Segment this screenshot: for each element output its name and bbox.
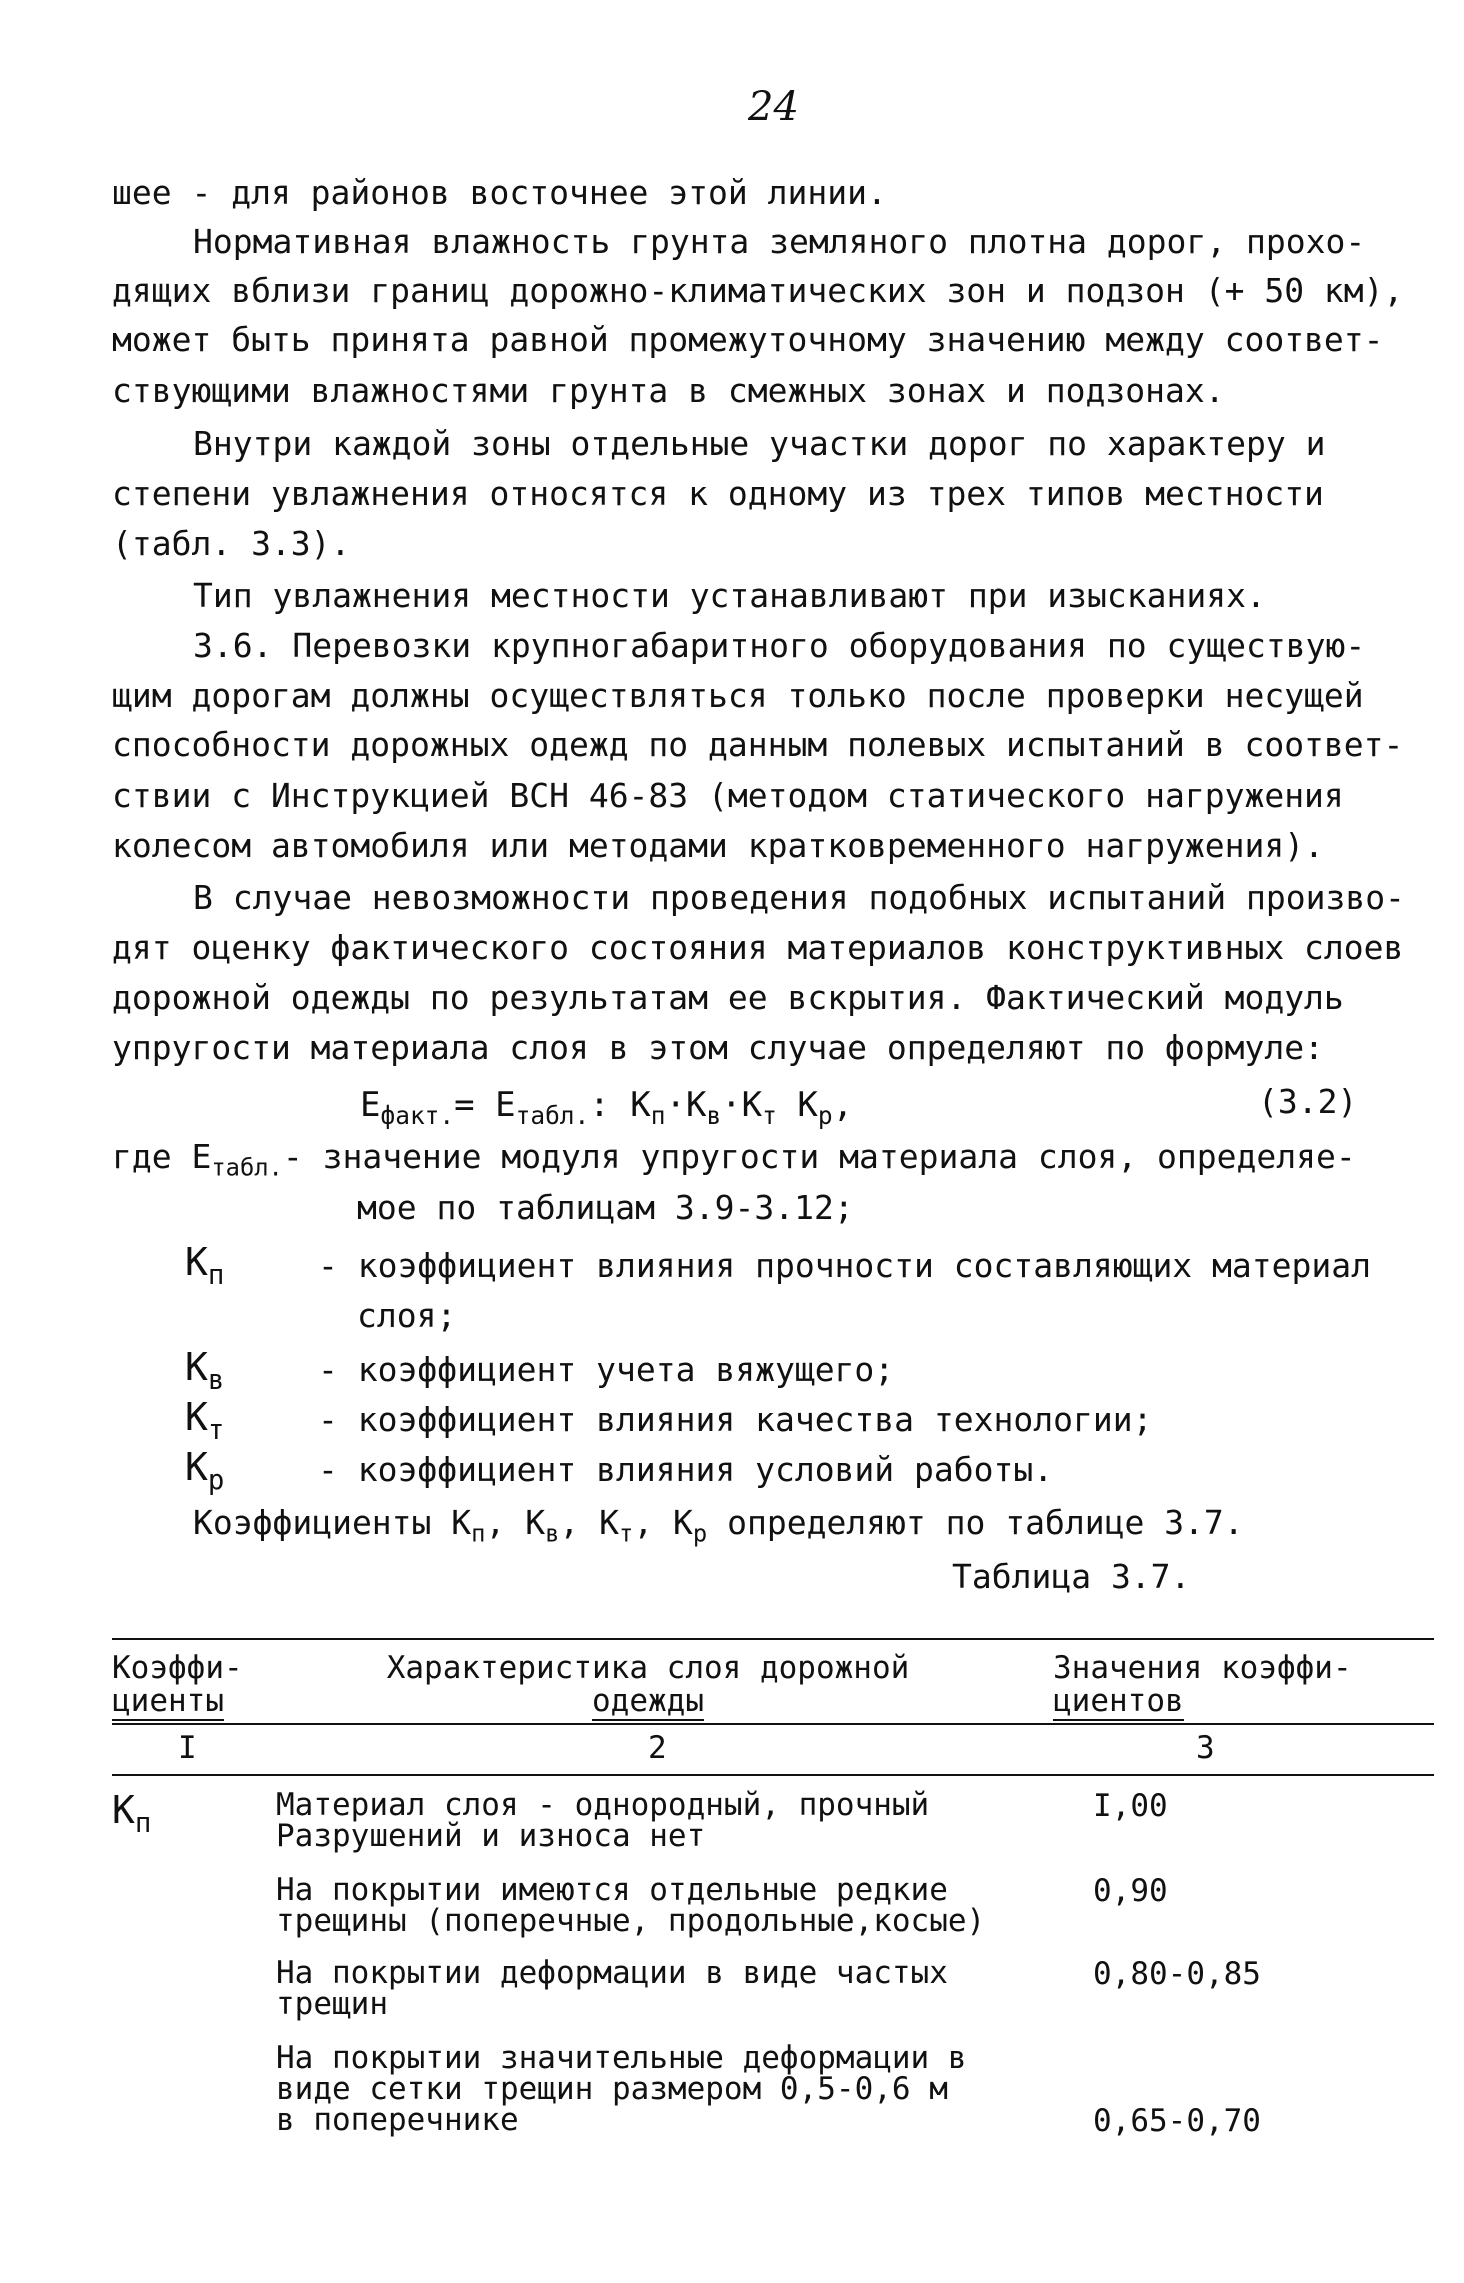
table-row-value: 0,90	[1093, 1873, 1168, 1909]
body-line: шее - для районов восточнее этой линии.	[112, 173, 887, 212]
table-group-kp: $К_п$	[112, 1788, 152, 1839]
definition-e-tabl-cont: мое по таблицам 3.9-3.12;	[357, 1188, 854, 1227]
column-number: 3	[1196, 1730, 1215, 1766]
table-row-characteristic: Материал слоя - однородный, прочный Разрушений и износа нет	[276, 1787, 930, 1854]
column-number: I	[178, 1730, 197, 1766]
header-values: Значения коэффи- циентов	[1053, 1650, 1352, 1719]
symbol-kp: $К_п$	[185, 1240, 225, 1291]
colnum-bottom-rule	[112, 1774, 1434, 1776]
table-caption: Таблица 3.7.	[952, 1557, 1191, 1596]
definition-e-tabl: где $E_{табл.}-$ значение модуля упругости материала слоя, определяе-	[112, 1137, 1356, 1182]
body-line: (табл. 3.3).	[112, 524, 351, 563]
page-number: 24	[748, 84, 799, 130]
table-row-value: 0,65-0,70	[1093, 2103, 1261, 2139]
coefficients-sentence: Коэффициенты $К_п$, $К_в$, $К_т$, $К_р$ определяют по таблице 3.7.	[193, 1503, 1244, 1548]
header-coefficients: Коэффи- циенты	[112, 1650, 243, 1719]
body-line: упругости материала слоя в этом случае определяют по формуле:	[112, 1028, 1324, 1067]
column-number: 2	[648, 1730, 667, 1766]
table-row-characteristic: На покрытии значительные деформации в виде сетки трещин размером 0,5-0,6 м в поперечнике	[276, 2040, 967, 2138]
body-line: В случае невозможности проведения подобных испытаний произво-	[193, 878, 1405, 917]
body-line: дорожной одежды по результатам ее вскрытия. Фактический модуль	[112, 978, 1344, 1017]
table-row-value: I,00	[1093, 1788, 1168, 1824]
definition-kp: - коэффициент влияния прочности составляющих материал	[318, 1246, 1371, 1285]
definition-kt: - коэффициент влияния качества технологии;	[318, 1400, 1153, 1439]
table-row-characteristic: На покрытии деформации в виде частых трещин	[276, 1955, 948, 2022]
definition-kp-cont: слоя;	[357, 1296, 457, 1335]
table-row-value: 0,80-0,85	[1093, 1956, 1261, 1992]
header-bottom-rule	[112, 1723, 1434, 1725]
definition-kv: - коэффициент учета вяжущего;	[318, 1350, 895, 1389]
definition-kr: - коэффициент влияния условий работы.	[318, 1450, 1054, 1489]
header-characteristic: Характеристика слоя дорожной одежды	[386, 1650, 910, 1719]
body-line: Тип увлажнения местности устанавливают при изысканиях.	[193, 576, 1266, 615]
table-row-characteristic: На покрытии имеются отдельные редкие трещины (поперечные, продольные,косые)	[276, 1872, 986, 1939]
body-line: Нормативная влажность грунта земляного плотна дорог, прохо-	[193, 222, 1366, 261]
body-line: способности дорожных одежд по данным полевых испытаний в соответ-	[112, 725, 1404, 764]
body-line: колесом автомобиля или методами кратковременного нагружения).	[112, 826, 1324, 865]
symbol-kt: $К_т$	[185, 1395, 225, 1446]
symbol-kv: $К_в$	[185, 1345, 225, 1396]
body-line: щим дорогам должны осуществляться только после проверки несущей	[112, 676, 1364, 715]
body-line: степени увлажнения относятся к одному из трех типов местности	[112, 474, 1324, 513]
body-line: дят оценку фактического состояния материалов конструктивных слоев	[112, 928, 1404, 967]
formula-3-2: $E_{факт.}= E_{табл.}$: $К_п\cdot К_в\cdot К_т$ $К_р$,	[360, 1085, 854, 1130]
body-line: 3.6. Перевозки крупногабаритного оборудования по существую-	[193, 626, 1366, 665]
body-line: ствии с Инструкцией ВСН 46-83 (методом статического нагружения	[112, 776, 1344, 815]
formula-number: (3.2)	[1258, 1082, 1358, 1121]
body-line: ствующими влажностями грунта в смежных зонах и подзонах.	[112, 371, 1225, 410]
body-line: дящих вблизи границ дорожно-климатических зон и подзон (+ 50 км),	[112, 271, 1404, 310]
body-line: может быть принята равной промежуточному значению между соответ-	[112, 320, 1384, 359]
table-top-rule	[112, 1638, 1434, 1640]
body-line: Внутри каждой зоны отдельные участки дорог по характеру и	[193, 424, 1326, 463]
symbol-kr: $К_р$	[185, 1445, 225, 1496]
